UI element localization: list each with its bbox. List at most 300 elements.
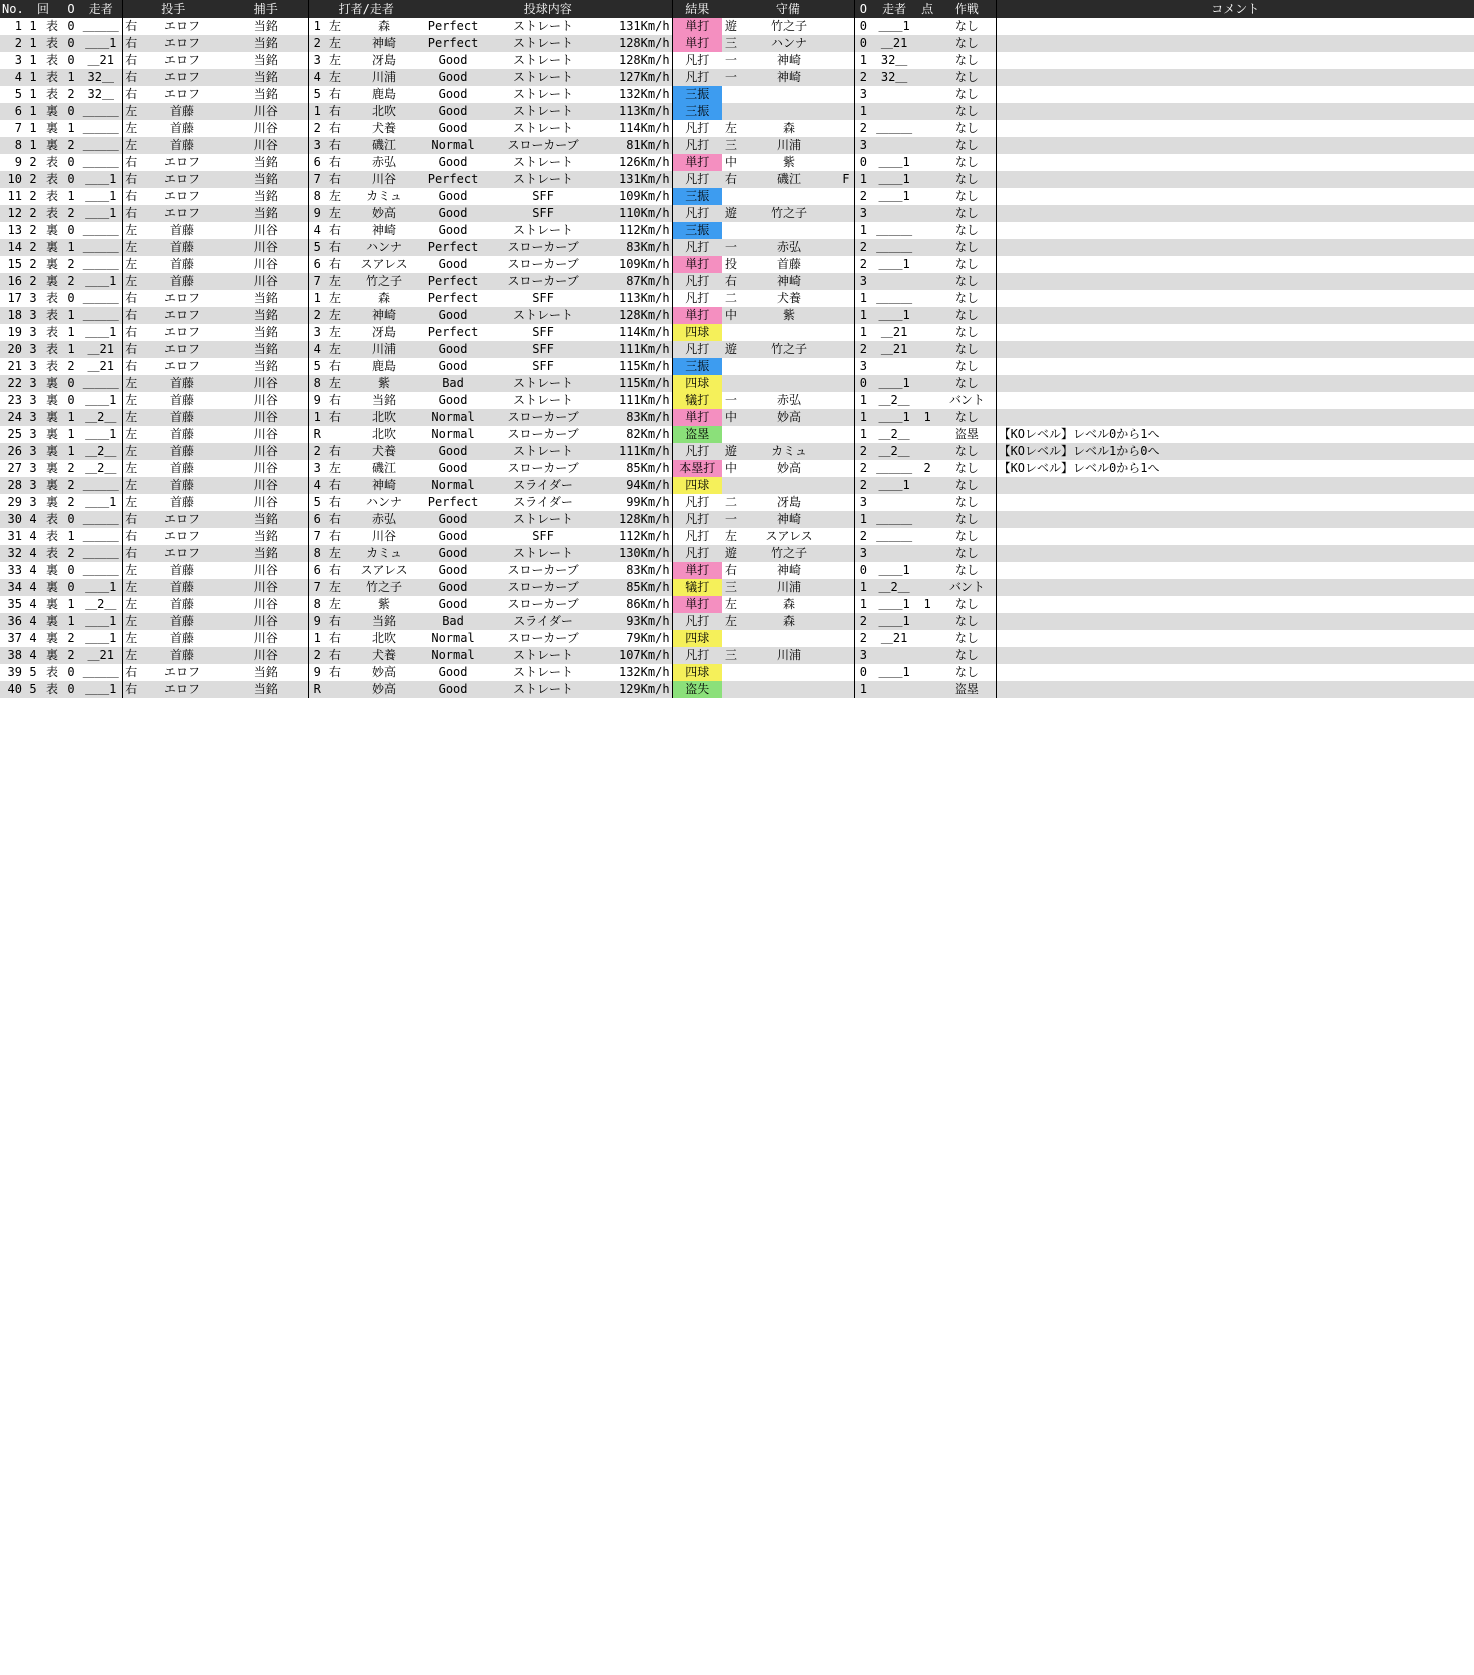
cell-row-no: 3 bbox=[0, 52, 24, 69]
cell-pitch-speed: 113Km/h bbox=[604, 103, 672, 120]
cell-outs-after: 2 bbox=[854, 460, 872, 477]
cell-p-hand: 左 bbox=[122, 137, 140, 154]
cell-catcher: 当銘 bbox=[224, 154, 308, 171]
cell-p-hand: 右 bbox=[122, 664, 140, 681]
cell-runners-after: ＿2＿ bbox=[872, 579, 916, 596]
cell-pitch-type: スライダー bbox=[482, 494, 604, 511]
cell-tactic: なし bbox=[938, 562, 996, 579]
cell-outs-after: 2 bbox=[854, 188, 872, 205]
cell-runners: ＿＿1 bbox=[80, 205, 122, 222]
cell-outs: 1 bbox=[62, 188, 80, 205]
cell-runners-after: ＿＿1 bbox=[872, 256, 916, 273]
cell-pitch-quality: Perfect bbox=[424, 290, 482, 307]
cell-order: 8 bbox=[308, 596, 326, 613]
cell-pitch-speed: 114Km/h bbox=[604, 120, 672, 137]
cell-catcher: 当銘 bbox=[224, 358, 308, 375]
cell-outs-after: 3 bbox=[854, 273, 872, 290]
cell-b-hand: 右 bbox=[326, 664, 344, 681]
cell-inning: 3 bbox=[24, 460, 42, 477]
cell-batter: 北吹 bbox=[344, 103, 424, 120]
table-row bbox=[0, 290, 1474, 307]
cell-result: 凡打 bbox=[672, 341, 722, 358]
table-row bbox=[0, 477, 1474, 494]
cell-fielder bbox=[740, 86, 838, 103]
cell-runners-after bbox=[872, 86, 916, 103]
cell-row-no: 7 bbox=[0, 120, 24, 137]
cell-result: 単打 bbox=[672, 596, 722, 613]
cell-runners-after bbox=[872, 681, 916, 698]
cell-catcher: 川谷 bbox=[224, 375, 308, 392]
cell-runners-after: ＿21 bbox=[872, 341, 916, 358]
cell-inning: 5 bbox=[24, 681, 42, 698]
cell-half: 表 bbox=[42, 86, 62, 103]
cell-half: 表 bbox=[42, 341, 62, 358]
cell-pitch-type: スローカーブ bbox=[482, 137, 604, 154]
cell-pitch-speed: 99Km/h bbox=[604, 494, 672, 511]
cell-runs bbox=[916, 613, 938, 630]
cell-runs bbox=[916, 358, 938, 375]
cell-half: 裏 bbox=[42, 477, 62, 494]
cell-pitch-type: SFF bbox=[482, 324, 604, 341]
cell-outs: 1 bbox=[62, 426, 80, 443]
cell-b-hand: 右 bbox=[326, 613, 344, 630]
cell-pitch-quality: Good bbox=[424, 222, 482, 239]
cell-pitch-type: スライダー bbox=[482, 613, 604, 630]
cell-runners: ＿2＿ bbox=[80, 409, 122, 426]
cell-catcher: 川谷 bbox=[224, 256, 308, 273]
cell-order: 4 bbox=[308, 222, 326, 239]
cell-b-hand: 右 bbox=[326, 477, 344, 494]
cell-inning: 4 bbox=[24, 579, 42, 596]
cell-pitch-type: ストレート bbox=[482, 647, 604, 664]
cell-p-hand: 左 bbox=[122, 222, 140, 239]
cell-catcher: 川谷 bbox=[224, 630, 308, 647]
table-row bbox=[0, 528, 1474, 545]
cell-outs: 2 bbox=[62, 358, 80, 375]
cell-p-hand: 右 bbox=[122, 290, 140, 307]
cell-pitch-quality: Good bbox=[424, 120, 482, 137]
cell-field-pos bbox=[722, 375, 740, 392]
cell-pitch-quality: Perfect bbox=[424, 324, 482, 341]
cell-flag bbox=[838, 392, 854, 409]
cell-catcher: 川谷 bbox=[224, 103, 308, 120]
cell-p-hand: 左 bbox=[122, 630, 140, 647]
cell-runs bbox=[916, 256, 938, 273]
cell-pitch-type: ストレート bbox=[482, 307, 604, 324]
cell-flag bbox=[838, 290, 854, 307]
cell-outs-after: 2 bbox=[854, 341, 872, 358]
cell-flag bbox=[838, 341, 854, 358]
cell-outs: 0 bbox=[62, 562, 80, 579]
cell-catcher: 川谷 bbox=[224, 239, 308, 256]
cell-runs bbox=[916, 52, 938, 69]
cell-pitch-type: スライダー bbox=[482, 477, 604, 494]
cell-p-hand: 左 bbox=[122, 392, 140, 409]
cell-batter: ハンナ bbox=[344, 239, 424, 256]
cell-runners: ＿2＿ bbox=[80, 596, 122, 613]
cell-pitch-type: ストレート bbox=[482, 443, 604, 460]
cell-half: 裏 bbox=[42, 426, 62, 443]
cell-result: 三振 bbox=[672, 86, 722, 103]
table-row bbox=[0, 205, 1474, 222]
cell-outs-after: 0 bbox=[854, 664, 872, 681]
cell-half: 表 bbox=[42, 171, 62, 188]
cell-runners: ＿＿＿ bbox=[80, 562, 122, 579]
cell-outs: 1 bbox=[62, 528, 80, 545]
cell-row-no: 28 bbox=[0, 477, 24, 494]
cell-field-pos: 一 bbox=[722, 511, 740, 528]
cell-outs: 0 bbox=[62, 392, 80, 409]
play-log-table bbox=[0, 0, 1474, 698]
cell-row-no: 33 bbox=[0, 562, 24, 579]
cell-order: 7 bbox=[308, 579, 326, 596]
cell-comment bbox=[996, 205, 1474, 222]
cell-comment bbox=[996, 664, 1474, 681]
cell-inning: 1 bbox=[24, 137, 42, 154]
cell-b-hand: 左 bbox=[326, 375, 344, 392]
cell-runs bbox=[916, 324, 938, 341]
cell-p-hand: 左 bbox=[122, 256, 140, 273]
cell-pitcher: 首藤 bbox=[140, 409, 224, 426]
cell-order: 1 bbox=[308, 18, 326, 35]
cell-batter: 紫 bbox=[344, 375, 424, 392]
cell-comment bbox=[996, 613, 1474, 630]
cell-pitcher: 首藤 bbox=[140, 477, 224, 494]
cell-field-pos: 投 bbox=[722, 256, 740, 273]
cell-pitch-quality: Good bbox=[424, 188, 482, 205]
cell-comment bbox=[996, 18, 1474, 35]
cell-p-hand: 右 bbox=[122, 86, 140, 103]
cell-runs bbox=[916, 273, 938, 290]
cell-runners: ＿＿1 bbox=[80, 392, 122, 409]
table-row bbox=[0, 256, 1474, 273]
cell-pitch-speed: 83Km/h bbox=[604, 239, 672, 256]
cell-b-hand: 右 bbox=[326, 239, 344, 256]
cell-pitch-quality: Perfect bbox=[424, 171, 482, 188]
cell-runners-after: ＿2＿ bbox=[872, 426, 916, 443]
cell-pitch-speed: 110Km/h bbox=[604, 205, 672, 222]
cell-pitch-speed: 111Km/h bbox=[604, 341, 672, 358]
cell-pitch-speed: 128Km/h bbox=[604, 35, 672, 52]
cell-pitch-type: SFF bbox=[482, 205, 604, 222]
cell-pitch-type: ストレート bbox=[482, 664, 604, 681]
cell-result: 凡打 bbox=[672, 494, 722, 511]
cell-runners-after: ＿＿1 bbox=[872, 664, 916, 681]
cell-field-pos: 中 bbox=[722, 307, 740, 324]
cell-half: 表 bbox=[42, 545, 62, 562]
cell-inning: 4 bbox=[24, 562, 42, 579]
col-comment: コメント bbox=[996, 0, 1474, 18]
cell-result: 単打 bbox=[672, 35, 722, 52]
cell-pitch-speed: 114Km/h bbox=[604, 324, 672, 341]
cell-row-no: 19 bbox=[0, 324, 24, 341]
cell-pitch-type: スローカーブ bbox=[482, 426, 604, 443]
cell-b-hand: 右 bbox=[326, 358, 344, 375]
cell-pitcher: エロフ bbox=[140, 154, 224, 171]
cell-outs-after: 1 bbox=[854, 52, 872, 69]
cell-outs-after: 3 bbox=[854, 647, 872, 664]
cell-catcher: 当銘 bbox=[224, 86, 308, 103]
cell-row-no: 6 bbox=[0, 103, 24, 120]
cell-b-hand: 左 bbox=[326, 69, 344, 86]
cell-flag bbox=[838, 358, 854, 375]
cell-outs-after: 1 bbox=[854, 392, 872, 409]
cell-runners: ＿21 bbox=[80, 647, 122, 664]
cell-runners: ＿21 bbox=[80, 341, 122, 358]
cell-comment bbox=[996, 324, 1474, 341]
cell-half: 裏 bbox=[42, 256, 62, 273]
cell-outs-after: 3 bbox=[854, 494, 872, 511]
cell-pitch-quality: Good bbox=[424, 52, 482, 69]
cell-row-no: 2 bbox=[0, 35, 24, 52]
cell-b-hand: 左 bbox=[326, 460, 344, 477]
col-outs: O bbox=[62, 0, 80, 18]
cell-flag bbox=[838, 375, 854, 392]
cell-catcher: 川谷 bbox=[224, 477, 308, 494]
cell-runners: ＿＿＿ bbox=[80, 120, 122, 137]
cell-order: 4 bbox=[308, 341, 326, 358]
cell-tactic: なし bbox=[938, 103, 996, 120]
cell-pitch-quality: Perfect bbox=[424, 35, 482, 52]
cell-batter: 森 bbox=[344, 290, 424, 307]
cell-p-hand: 左 bbox=[122, 647, 140, 664]
cell-half: 裏 bbox=[42, 137, 62, 154]
cell-field-pos: 中 bbox=[722, 154, 740, 171]
cell-catcher: 当銘 bbox=[224, 52, 308, 69]
cell-runs bbox=[916, 545, 938, 562]
cell-half: 表 bbox=[42, 188, 62, 205]
cell-runners-after: ＿＿1 bbox=[872, 171, 916, 188]
cell-outs-after: 1 bbox=[854, 426, 872, 443]
cell-order: 2 bbox=[308, 647, 326, 664]
cell-row-no: 27 bbox=[0, 460, 24, 477]
table-row bbox=[0, 35, 1474, 52]
cell-pitch-quality: Good bbox=[424, 545, 482, 562]
cell-catcher: 当銘 bbox=[224, 664, 308, 681]
cell-flag bbox=[838, 307, 854, 324]
cell-pitch-type: ストレート bbox=[482, 154, 604, 171]
cell-order: 1 bbox=[308, 409, 326, 426]
cell-pitch-quality: Good bbox=[424, 579, 482, 596]
cell-runners: ＿＿＿ bbox=[80, 664, 122, 681]
cell-pitch-speed: 131Km/h bbox=[604, 171, 672, 188]
cell-result: 四球 bbox=[672, 630, 722, 647]
cell-runners-after: ＿＿1 bbox=[872, 562, 916, 579]
cell-pitcher: 首藤 bbox=[140, 579, 224, 596]
cell-pitch-type: SFF bbox=[482, 528, 604, 545]
cell-runners-after bbox=[872, 494, 916, 511]
cell-pitch-speed: 81Km/h bbox=[604, 137, 672, 154]
cell-row-no: 23 bbox=[0, 392, 24, 409]
cell-row-no: 15 bbox=[0, 256, 24, 273]
cell-p-hand: 左 bbox=[122, 443, 140, 460]
cell-outs-after: 2 bbox=[854, 477, 872, 494]
cell-pitch-type: ストレート bbox=[482, 222, 604, 239]
cell-pitch-type: スローカーブ bbox=[482, 239, 604, 256]
cell-field-pos bbox=[722, 324, 740, 341]
cell-pitch-speed: 129Km/h bbox=[604, 681, 672, 698]
cell-pitch-quality: Good bbox=[424, 664, 482, 681]
cell-pitch-type: スローカーブ bbox=[482, 562, 604, 579]
cell-runners: ＿＿＿ bbox=[80, 154, 122, 171]
cell-field-pos: 左 bbox=[722, 528, 740, 545]
cell-catcher: 川谷 bbox=[224, 494, 308, 511]
cell-pitch-speed: 112Km/h bbox=[604, 528, 672, 545]
cell-fielder: 川浦 bbox=[740, 579, 838, 596]
cell-comment bbox=[996, 511, 1474, 528]
cell-batter: 犬養 bbox=[344, 647, 424, 664]
cell-row-no: 26 bbox=[0, 443, 24, 460]
cell-comment bbox=[996, 681, 1474, 698]
cell-order: 7 bbox=[308, 528, 326, 545]
table-row bbox=[0, 647, 1474, 664]
cell-outs-after: 0 bbox=[854, 35, 872, 52]
cell-pitch-quality: Good bbox=[424, 358, 482, 375]
cell-p-hand: 右 bbox=[122, 307, 140, 324]
cell-outs-after: 2 bbox=[854, 239, 872, 256]
cell-field-pos bbox=[722, 86, 740, 103]
cell-inning: 1 bbox=[24, 103, 42, 120]
cell-half: 裏 bbox=[42, 120, 62, 137]
cell-tactic: なし bbox=[938, 511, 996, 528]
cell-fielder: 冴島 bbox=[740, 494, 838, 511]
cell-result: 凡打 bbox=[672, 290, 722, 307]
cell-runners-after: ＿＿＿ bbox=[872, 460, 916, 477]
cell-inning: 2 bbox=[24, 171, 42, 188]
cell-inning: 3 bbox=[24, 358, 42, 375]
cell-pitch-speed: 107Km/h bbox=[604, 647, 672, 664]
cell-tactic: なし bbox=[938, 528, 996, 545]
cell-inning: 1 bbox=[24, 120, 42, 137]
cell-flag bbox=[838, 52, 854, 69]
table-row bbox=[0, 171, 1474, 188]
cell-pitcher: 首藤 bbox=[140, 375, 224, 392]
cell-tactic: なし bbox=[938, 375, 996, 392]
cell-result: 凡打 bbox=[672, 239, 722, 256]
cell-result: 凡打 bbox=[672, 545, 722, 562]
cell-half: 表 bbox=[42, 307, 62, 324]
cell-inning: 4 bbox=[24, 596, 42, 613]
cell-pitch-quality: Normal bbox=[424, 630, 482, 647]
cell-catcher: 川谷 bbox=[224, 460, 308, 477]
cell-pitch-type: ストレート bbox=[482, 86, 604, 103]
cell-outs: 2 bbox=[62, 460, 80, 477]
cell-catcher: 川谷 bbox=[224, 426, 308, 443]
cell-outs-after: 2 bbox=[854, 69, 872, 86]
cell-outs: 1 bbox=[62, 120, 80, 137]
cell-outs-after: 0 bbox=[854, 154, 872, 171]
cell-pitch-type: スローカーブ bbox=[482, 409, 604, 426]
cell-order: 9 bbox=[308, 392, 326, 409]
cell-inning: 2 bbox=[24, 273, 42, 290]
cell-flag bbox=[838, 205, 854, 222]
cell-result: 単打 bbox=[672, 409, 722, 426]
cell-runners: ＿＿＿ bbox=[80, 239, 122, 256]
cell-runners: ＿＿＿ bbox=[80, 18, 122, 35]
cell-fielder: 神崎 bbox=[740, 511, 838, 528]
cell-field-pos: 中 bbox=[722, 460, 740, 477]
cell-batter: カミュ bbox=[344, 188, 424, 205]
cell-fielder: 竹之子 bbox=[740, 545, 838, 562]
cell-flag bbox=[838, 477, 854, 494]
cell-batter: 神崎 bbox=[344, 35, 424, 52]
cell-pitch-speed: 109Km/h bbox=[604, 188, 672, 205]
cell-tactic: なし bbox=[938, 256, 996, 273]
cell-pitch-type: ストレート bbox=[482, 120, 604, 137]
cell-half: 裏 bbox=[42, 647, 62, 664]
cell-outs-after: 2 bbox=[854, 120, 872, 137]
cell-p-hand: 左 bbox=[122, 613, 140, 630]
cell-pitch-speed: 83Km/h bbox=[604, 409, 672, 426]
cell-flag bbox=[838, 324, 854, 341]
cell-flag bbox=[838, 528, 854, 545]
cell-pitch-type: スローカーブ bbox=[482, 596, 604, 613]
cell-pitch-speed: 79Km/h bbox=[604, 630, 672, 647]
cell-runs bbox=[916, 443, 938, 460]
cell-outs-after: 0 bbox=[854, 562, 872, 579]
table-row bbox=[0, 324, 1474, 341]
cell-batter: 川浦 bbox=[344, 69, 424, 86]
cell-result: 四球 bbox=[672, 477, 722, 494]
table-row bbox=[0, 358, 1474, 375]
cell-row-no: 14 bbox=[0, 239, 24, 256]
cell-row-no: 17 bbox=[0, 290, 24, 307]
cell-runners: ＿＿1 bbox=[80, 494, 122, 511]
cell-runners: ＿＿＿ bbox=[80, 103, 122, 120]
cell-pitch-type: SFF bbox=[482, 341, 604, 358]
cell-batter: 神崎 bbox=[344, 222, 424, 239]
cell-pitch-quality: Good bbox=[424, 341, 482, 358]
cell-comment bbox=[996, 154, 1474, 171]
cell-batter: 北吹 bbox=[344, 630, 424, 647]
cell-runners-after: ＿＿＿ bbox=[872, 222, 916, 239]
cell-pitch-quality: Good bbox=[424, 392, 482, 409]
cell-fielder: 首藤 bbox=[740, 256, 838, 273]
cell-runners: ＿＿＿ bbox=[80, 290, 122, 307]
cell-b-hand: 左 bbox=[326, 324, 344, 341]
cell-pitch-type: ストレート bbox=[482, 35, 604, 52]
cell-pitcher: エロフ bbox=[140, 528, 224, 545]
cell-runners: ＿＿＿ bbox=[80, 528, 122, 545]
cell-result: 凡打 bbox=[672, 137, 722, 154]
cell-pitch-quality: Good bbox=[424, 154, 482, 171]
cell-batter: 川浦 bbox=[344, 341, 424, 358]
cell-pitch-speed: 130Km/h bbox=[604, 545, 672, 562]
cell-batter: 川谷 bbox=[344, 528, 424, 545]
cell-outs: 0 bbox=[62, 171, 80, 188]
cell-field-pos: 遊 bbox=[722, 18, 740, 35]
cell-tactic: なし bbox=[938, 137, 996, 154]
cell-runs bbox=[916, 528, 938, 545]
cell-fielder: 神崎 bbox=[740, 52, 838, 69]
cell-outs-after: 0 bbox=[854, 375, 872, 392]
cell-pitcher: エロフ bbox=[140, 341, 224, 358]
table-row bbox=[0, 341, 1474, 358]
cell-runs bbox=[916, 171, 938, 188]
table-row bbox=[0, 69, 1474, 86]
cell-runners: ＿＿＿ bbox=[80, 222, 122, 239]
cell-pitch-quality: Normal bbox=[424, 647, 482, 664]
cell-result: 凡打 bbox=[672, 273, 722, 290]
cell-pitcher: 首藤 bbox=[140, 256, 224, 273]
cell-b-hand: 右 bbox=[326, 494, 344, 511]
cell-batter: 磯江 bbox=[344, 137, 424, 154]
cell-pitcher: エロフ bbox=[140, 18, 224, 35]
col-runs: 点 bbox=[916, 0, 938, 18]
cell-runners-after: ＿＿1 bbox=[872, 596, 916, 613]
table-row bbox=[0, 137, 1474, 154]
cell-outs-after: 3 bbox=[854, 205, 872, 222]
